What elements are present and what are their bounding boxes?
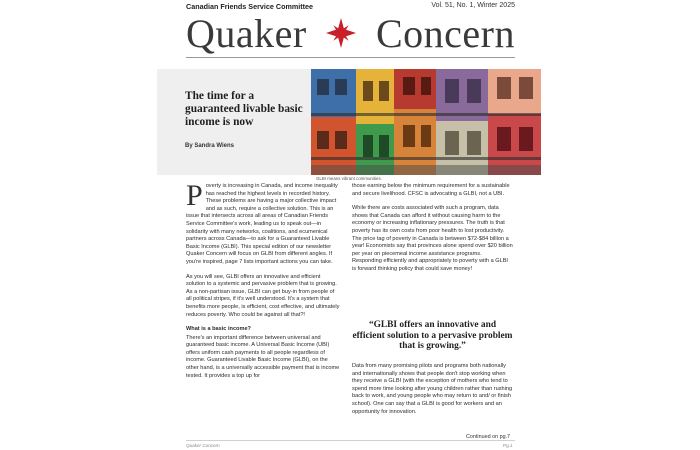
continued-note: Continued on pg.7 xyxy=(466,434,511,440)
masthead xyxy=(186,10,515,56)
body-paragraph: There's an important difference between universal and guaranteed basic income. A Universal Basic Income (UBI) offers uniform cash payments to all people regardless of income. Guaranteed Livable Basic Income (GLBI), on the other hand, is a universally accessible payment that is income tested. It provides a top up for xyxy=(186,334,340,379)
article-column-right-lower xyxy=(352,363,513,423)
masthead-rule xyxy=(186,57,515,58)
footer-page-number: Pg.1 xyxy=(503,443,513,448)
article-column-left xyxy=(186,179,341,387)
article-headline: The time for a guaranteed livable basic income is now xyxy=(185,90,303,128)
masthead-title-right: Concern xyxy=(375,10,515,56)
drop-cap: P xyxy=(186,179,203,212)
footer-rule xyxy=(186,440,515,441)
issue-info: Vol. 51, No. 1, Winter 2025 xyxy=(431,2,515,9)
quaker-star-icon xyxy=(324,16,358,50)
intro-paragraph xyxy=(186,179,341,267)
pull-quote: “GLBI offers an innovative and efficient solution to a pervasive problem that is growing.” xyxy=(352,320,513,352)
body-paragraph: those earning below the minimum requirement for a sustainable and secure livelihood. CFSC is advocating a GLBI, not a UBI. xyxy=(352,183,510,197)
organization-name: Canadian Friends Service Committee xyxy=(186,2,314,11)
body-paragraph: Data from many promising pilots and programs both nationally and internationally shows that people don't stop working when they receive a GLBI (with the exception of mothers who tend to spend more time looking after young children rather than rushing back to work, and young people who may return to and/ or finish school). One can say that a GLBI is good for workers and an opportunity for innovation. xyxy=(352,363,513,415)
section-subheading: What is a basic income? xyxy=(186,326,251,333)
article-column-right xyxy=(352,183,513,281)
colorful-buildings-photo xyxy=(311,69,541,175)
intro-paragraph-text: overty is increasing in Canada, and income inequality has reached the highest levels in recorded history. These problems are having a major collective impact and as such, require a collective solution. This is an issue that intersects across all areas of Canadian Friends Service Committee's work, leading us to speak out—in solidarity with many networks, coalitions, and ecumenical partners across Canada—to ask for a Guaranteed Livable Basic Income (GLBI). This special edition of our newsletter Quaker Concern will focus on GLBI from different angles. If you're inspired, page 7 lists important actions you can take. xyxy=(186,183,338,265)
body-paragraph: As you will see, GLBI offers an innovative and efficient solution to a systemic and pervasive problem that is growing. As a non-partisan issue, GLBI can get buy-in from people of all political stripes, if it's well understood. It's a system that benefits more people, is efficient, cost effective, and ultimately reduces poverty. Who could be against all that?! xyxy=(186,273,340,318)
article-byline: By Sandra Wiens xyxy=(185,143,234,149)
photo-caption: GLBI means vibrant communities. xyxy=(316,176,382,181)
footer-publication: Quaker Concern xyxy=(186,443,220,448)
body-paragraph: While there are costs associated with such a program, data shows that Canada can afford it without causing harm to the economy or increasing inflationary pressures. The truth is that poverty has its own costs from poor health to lost productivity. The price tag of poverty in Canada is between $72-$84 billion a year! Economists say that provinces alone spend over $20 billion per year on piecemeal income assistance programs. Responding efficiently and appropriately to poverty with a GLBI is forward thinking policy that could save money! xyxy=(352,205,513,272)
masthead-title-left: Quaker xyxy=(186,10,307,56)
